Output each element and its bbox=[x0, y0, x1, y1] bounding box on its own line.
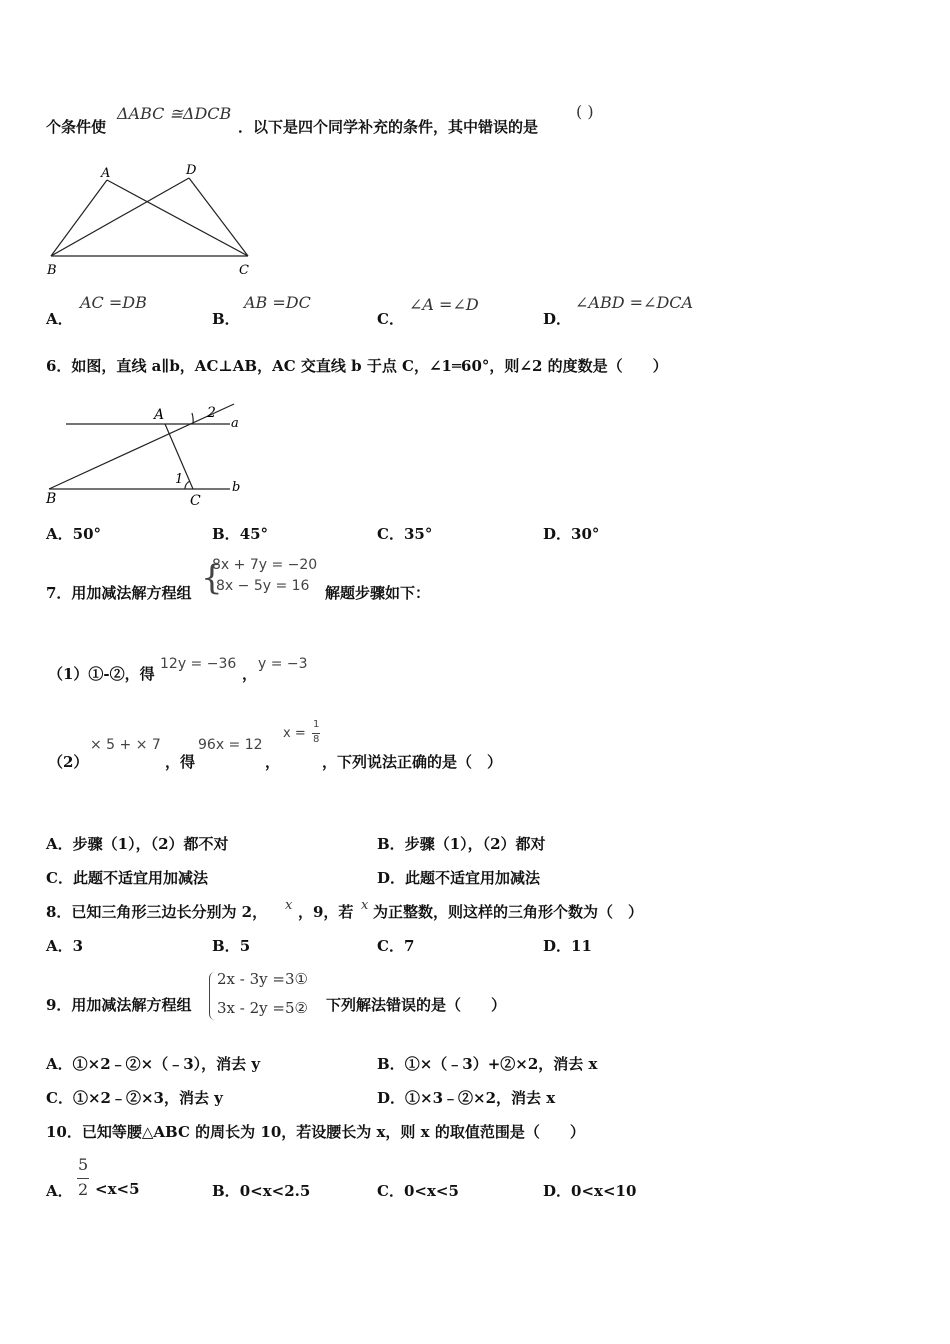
q7-step2-comma: ， bbox=[265, 753, 281, 771]
q7-step2-denominator: 8 bbox=[313, 734, 320, 745]
q9-prefix: 9．用加减法解方程组 bbox=[46, 996, 192, 1014]
q6-label-line-a: a bbox=[231, 416, 239, 431]
q7-step2-mult: × 5 + × 7 bbox=[90, 737, 161, 753]
q6-option-d-value: 30° bbox=[571, 525, 600, 543]
q10-option-a-numerator: 5 bbox=[78, 1155, 89, 1174]
q6-angle-2-arc bbox=[192, 413, 193, 424]
q5-option-d-expr: ∠ABD =∠DCA bbox=[575, 293, 694, 312]
q6-option-c[interactable] bbox=[377, 523, 432, 544]
q9-option-d-text: ①×3﹣②×2，消去 x bbox=[405, 1089, 556, 1107]
q7-option-b-label: B． bbox=[377, 835, 405, 853]
q7-option-a[interactable] bbox=[46, 833, 229, 854]
q7-option-b-text: 步骤（1），（2）都对 bbox=[404, 835, 546, 853]
q7-step2-mid: ，得 bbox=[165, 753, 196, 771]
q7-step2-numerator: 1 bbox=[313, 719, 320, 730]
q6-label-angle-1: 1 bbox=[175, 472, 184, 487]
q5-line-bd bbox=[51, 178, 189, 256]
q6-option-b[interactable] bbox=[212, 523, 268, 544]
q7-option-a-label: A． bbox=[46, 835, 73, 853]
q8-option-a-label: A． bbox=[46, 937, 73, 955]
q6-option-c-label: C． bbox=[377, 525, 404, 543]
q8-option-b-label: B． bbox=[212, 937, 240, 955]
q9-option-a-label: A． bbox=[46, 1055, 73, 1073]
q5-label-d: D bbox=[186, 163, 197, 178]
q8-x1: x bbox=[285, 898, 293, 913]
q5-option-b-expr: AB =DC bbox=[244, 293, 311, 312]
q8-x2: x bbox=[361, 898, 369, 913]
q7-option-c-label: C． bbox=[46, 869, 73, 887]
q7-step2-x: x = bbox=[283, 726, 306, 741]
q9-option-d-label: D． bbox=[377, 1089, 406, 1107]
q5-option-d-label[interactable]: D． bbox=[543, 310, 572, 328]
q6-label-a-point: A bbox=[154, 407, 165, 423]
q7-prefix: 7．用加减法解方程组 bbox=[46, 584, 192, 602]
q10-stem: 10．已知等腰△ABC 的周长为 10，若设腰长为 x，则 x 的取值范围是（ ） bbox=[46, 1123, 585, 1141]
q5-prefix: 个条件使 bbox=[46, 118, 107, 136]
q10-option-c[interactable] bbox=[377, 1180, 459, 1201]
q8-option-a[interactable] bbox=[46, 935, 83, 956]
q7-option-b[interactable] bbox=[377, 833, 546, 854]
q5-line-dc bbox=[189, 178, 248, 256]
q6-option-d-label: D． bbox=[543, 525, 572, 543]
q9-eq2: 3x - 2y =5② bbox=[217, 999, 308, 1017]
q6-label-b-point: B bbox=[46, 491, 57, 507]
q8-option-b[interactable] bbox=[212, 935, 250, 956]
q7-option-d-text: 此题不适宜用加减法 bbox=[405, 869, 541, 887]
q10-option-a-denominator: 2 bbox=[78, 1180, 89, 1199]
q8-part2: ，9，若 bbox=[298, 903, 354, 921]
q9-suffix: 下列解法错误的是（ ） bbox=[326, 996, 507, 1014]
q5-congruence: ΔABC ≅ΔDCB bbox=[117, 104, 232, 123]
q8-option-d-value: 11 bbox=[571, 937, 592, 955]
q6-label-c-point: C bbox=[190, 493, 201, 509]
q6-figure bbox=[40, 398, 250, 510]
q5-option-b-label[interactable]: B． bbox=[212, 310, 240, 328]
q6-option-b-value: 45° bbox=[239, 525, 269, 543]
q10-option-b[interactable] bbox=[212, 1180, 310, 1201]
q6-label-angle-2: 2 bbox=[207, 405, 216, 421]
q5-paren: ( ) bbox=[576, 102, 594, 121]
q9-option-b[interactable] bbox=[377, 1053, 597, 1074]
q10-option-b-label: B． bbox=[212, 1182, 240, 1200]
q5-option-c-expr: ∠A =∠D bbox=[409, 295, 479, 314]
q7-option-d-label: D． bbox=[377, 869, 406, 887]
q9-option-c[interactable] bbox=[46, 1087, 223, 1108]
q5-option-a-label[interactable]: A． bbox=[46, 310, 73, 328]
q7-step2-suffix: ，下列说法正确的是（ ） bbox=[322, 753, 503, 771]
q6-option-b-label: B． bbox=[212, 525, 240, 543]
q8-option-a-value: 3 bbox=[72, 937, 84, 955]
q7-step2-eq: 96x = 12 bbox=[198, 737, 263, 753]
q10-option-a-label[interactable]: A． bbox=[46, 1182, 73, 1200]
q9-option-c-text: ①×2﹣②×3，消去 y bbox=[72, 1089, 223, 1107]
q8-part3: 为正整数，则这样的三角形个数为（ ） bbox=[373, 903, 644, 921]
q7-step1-eq2: y = −3 bbox=[258, 656, 308, 672]
q6-option-a[interactable] bbox=[46, 523, 101, 544]
q5-label-c: C bbox=[239, 263, 249, 278]
q6-option-c-value: 35° bbox=[403, 525, 433, 543]
q9-option-a-text: ①×2﹣②×（﹣3），消去 y bbox=[72, 1055, 261, 1073]
q6-angle-1-arc bbox=[185, 481, 190, 489]
q7-option-c[interactable] bbox=[46, 867, 208, 888]
q9-option-c-label: C． bbox=[46, 1089, 73, 1107]
q10-option-d-label: D． bbox=[543, 1182, 572, 1200]
q6-option-d[interactable] bbox=[543, 523, 599, 544]
q9-option-b-label: B． bbox=[377, 1055, 405, 1073]
q8-option-d[interactable] bbox=[543, 935, 592, 956]
q9-option-a[interactable] bbox=[46, 1053, 260, 1074]
q7-step1-prefix: （1）①-②，得 bbox=[48, 665, 155, 683]
q9-option-b-text: ①×（﹣3）+②×2，消去 x bbox=[404, 1055, 598, 1073]
q6-stem: 6．如图，直线 a∥b，AC⊥AB，AC 交直线 b 于点 C，∠1═60°，则∠2 的度数是（ ） bbox=[46, 357, 668, 375]
q9-system-brace bbox=[209, 972, 215, 1020]
q10-option-b-text: 0<x<2.5 bbox=[239, 1182, 311, 1200]
q8-option-b-value: 5 bbox=[239, 937, 251, 955]
q7-system-brace: { bbox=[201, 558, 223, 598]
q7-option-d[interactable] bbox=[377, 867, 540, 888]
q10-option-c-label: C． bbox=[377, 1182, 404, 1200]
q7-option-c-text: 此题不适宜用加减法 bbox=[72, 869, 208, 887]
q10-option-d[interactable] bbox=[543, 1180, 636, 1201]
q5-option-c-label[interactable]: C． bbox=[377, 310, 404, 328]
q9-eq1: 2x - 3y =3① bbox=[217, 970, 308, 988]
q7-step1-eq: 12y = −36 bbox=[160, 656, 237, 672]
q7-step2-prefix: （2） bbox=[48, 753, 89, 771]
q8-option-d-label: D． bbox=[543, 937, 572, 955]
q5-option-a-expr: AC =DB bbox=[80, 293, 147, 312]
q5-figure bbox=[40, 158, 270, 282]
q7-suffix: 解题步骤如下： bbox=[325, 584, 431, 602]
q6-option-a-label: A． bbox=[46, 525, 73, 543]
q8-option-c-label: C． bbox=[377, 937, 404, 955]
q8-option-c[interactable] bbox=[377, 935, 414, 956]
q5-label-a: A bbox=[101, 166, 111, 181]
q8-option-c-value: 7 bbox=[403, 937, 415, 955]
q6-option-a-value: 50° bbox=[72, 525, 102, 543]
q10-option-a-text: <x<5 bbox=[95, 1180, 140, 1198]
q10-option-a-fraction-bar bbox=[77, 1178, 89, 1179]
q5-line-ba bbox=[51, 180, 107, 256]
q7-option-a-text: 步骤（1），（2）都不对 bbox=[72, 835, 229, 853]
q7-eq2: 8x − 5y = 16 bbox=[216, 578, 310, 594]
q5-suffix: ．以下是四个同学补充的条件，其中错误的是 bbox=[238, 118, 539, 136]
q8-part1: 8．已知三角形三边长分别为 2， bbox=[46, 903, 268, 921]
q7-step1-comma: ， bbox=[242, 665, 258, 683]
q5-label-b: B bbox=[47, 263, 57, 278]
q5-line-ac bbox=[107, 180, 248, 256]
q7-eq1: 8x + 7y = −20 bbox=[212, 557, 318, 573]
q10-option-d-text: 0<x<10 bbox=[571, 1182, 637, 1200]
q10-option-c-text: 0<x<5 bbox=[403, 1182, 459, 1200]
q6-label-line-b: b bbox=[232, 480, 241, 495]
q9-option-d[interactable] bbox=[377, 1087, 555, 1108]
